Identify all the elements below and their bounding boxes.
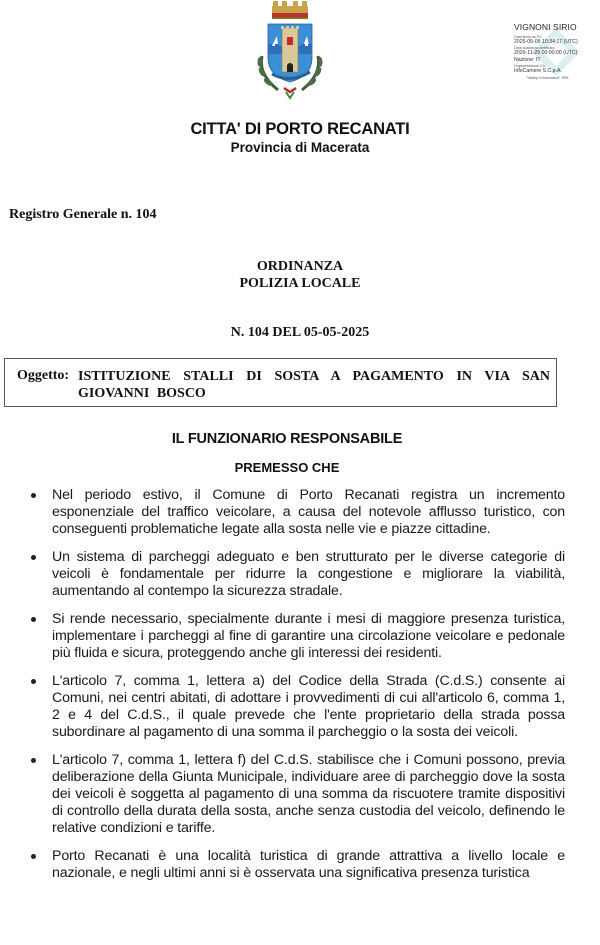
certificate-expiry-value: 2026-11-29 00:00:00 (UTC) [514,50,578,56]
ca-organization-label: Organizzazione CA: [514,64,546,68]
bullet-icon [31,758,36,763]
signature-provider: "Valley Informatica" SRL [526,75,570,80]
issuing-department: POLIZIA LOCALE [239,276,361,291]
subject-label: Oggetto: [17,368,70,383]
list-item [0,752,600,837]
subject-box [4,358,557,407]
list-item [0,611,600,662]
subject-text: ISTITUZIONE STALLI DI SOSTA A PAGAMENTO IN VIA SAN GIOVANNI BOSCO [78,369,550,401]
list-item-text: Un sistema di parcheggi adeguato e ben strutturato per le diverse categorie di veicoli è fondamentale per ridurre la congestione e migliorare la viabilità, aumentando al contempo la sicurezza stradale. [52,549,565,599]
country-value: Nazione: IT [514,57,541,63]
ca-organization-value: InfoCamere S.C.p.A. [514,68,562,74]
coat-of-arms-icon [248,0,332,100]
premises-list [0,487,600,893]
city-name: CITTA' DI PORTO RECANATI [190,120,410,138]
list-item [0,487,600,538]
list-item-text: L'articolo 7, comma 1, lettera a) del Codice della Strada (C.d.S.) consente ai Comuni, nei centri abitati, di adottare i provvedimenti di cui all'articolo 6, comma 1, 2 e 4 del C.d.S., il quale prevede che l'ente proprietario della strada possa subordinare al pagamento di una somma il parcheggio o la sosta dei veicoli. [52,673,565,740]
signature-date-value: 2025-05-05 10:34:17 (UTC) [514,39,578,45]
section-heading: IL FUNZIONARIO RESPONSABILE [171,431,403,447]
bullet-icon [31,679,36,684]
bullet-icon [31,854,36,859]
list-item-text: L'articolo 7, comma 1, lettera f) del C.d.S. stabilisce che i Comuni possono, previa deliberazione della Giunta Municipale, individuare aree di parcheggio dove la sosta dei veicoli è soggetta al pagamento di una somma da riscuotere tramite dispositivi di controllo della durata della sosta, anche senza custodia del veicolo, definendo le relative condizioni e tariffe. [52,752,565,836]
list-item-text: Nel periodo estivo, il Comune di Porto Recanati registra un incremento esponenziale del traffico veicolare, a causa del notevole afflusso turistico, con conseguenti problematiche legate alla sosta nelle vie e piazze cittadine. [52,487,565,537]
ordinance-title [0,258,600,292]
signature-date-label: Data firma da PC: [514,35,543,39]
bullet-icon [31,493,36,498]
section-subheading: PREMESSO CHE [234,460,340,475]
list-item [0,848,600,882]
list-item [0,549,600,600]
list-item-text: Porto Recanati è una località turistica di grande attrattiva a livello locale e nazionale, e negli ultimi anni si è osservata una significativa presenza turistica [52,848,565,881]
digital-signature-stamp [512,18,600,96]
bullet-icon [31,555,36,560]
list-item-text: Si rende necessario, specialmente durante i mesi di maggiore presenza turistica, implementare i parcheggi al fine di garantire una circolazione veicolare e pedonale più fluida e sicura, proteggendo anche gli interessi dei residenti. [52,611,565,661]
ordinance-type: ORDINANZA [256,259,344,274]
ordinance-number-date: N. 104 DEL 05-05-2025 [230,325,370,340]
bullet-icon [31,617,36,622]
certificate-expiry-label: Data scadenza certificato: [514,46,556,50]
signer-name: VIGNONI SIRIO [514,22,577,32]
list-item [0,673,600,741]
general-register-number: Registro Generale n. 104 [9,207,157,222]
province-name: Provincia di Macerata [230,140,370,155]
